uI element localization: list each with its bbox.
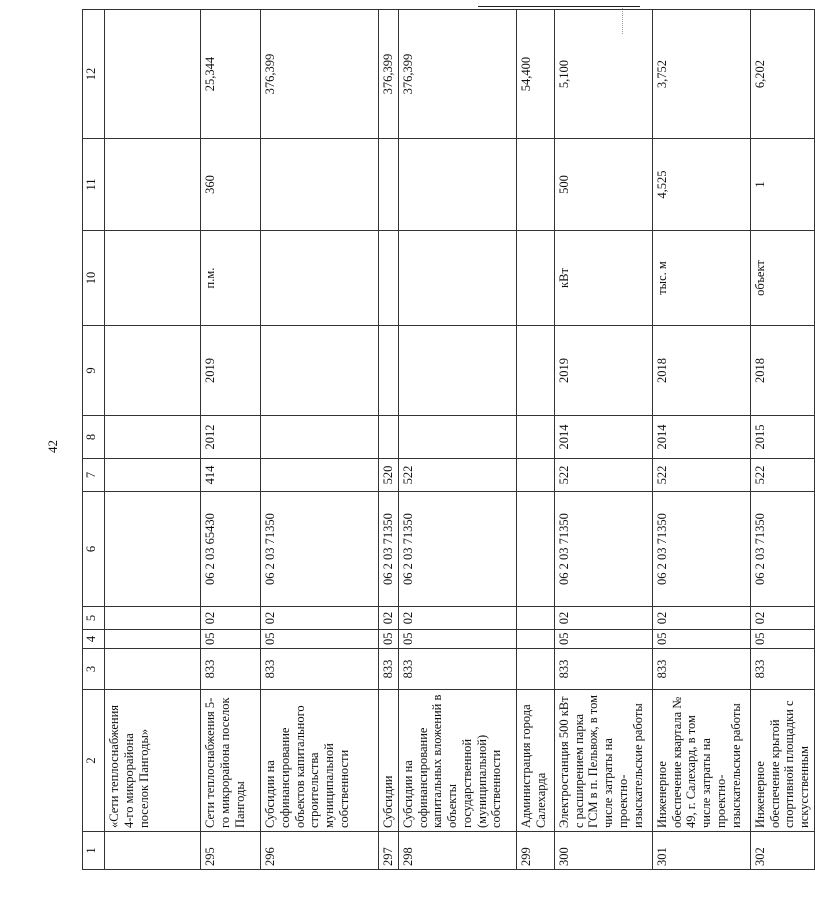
cell-start-year [516, 416, 554, 459]
cell-section: 05 [750, 630, 814, 649]
cell-unit [398, 231, 516, 326]
cell-expense-type: 522 [554, 459, 652, 492]
col-header: 11 [83, 139, 105, 231]
cell-capacity: 1 [750, 139, 814, 231]
cell-subsection: 02 [750, 607, 814, 630]
cell-code: 833 [379, 649, 399, 690]
cell-unit: тыс. м [652, 231, 750, 326]
cell-code [105, 649, 201, 690]
cell-start-year [398, 416, 516, 459]
cell-section: 05 [398, 630, 516, 649]
cell-capacity [379, 139, 399, 231]
cell-subsection: 02 [261, 607, 379, 630]
cell-target-article: 06 2 03 65430 [201, 492, 261, 607]
table-row [554, 10, 652, 870]
cell-end-year: 2019 [554, 326, 652, 416]
col-header: 6 [83, 492, 105, 607]
cell-start-year [379, 416, 399, 459]
row-number: 297 [379, 832, 399, 870]
cell-amount: 376,399 [379, 10, 399, 139]
cell-subsection [516, 607, 554, 630]
cell-section: 05 [379, 630, 399, 649]
item-name: «Сети теплоснабжения 4-го микрорайона поселок Пангоды» [105, 690, 201, 832]
cell-section: 05 [201, 630, 261, 649]
cell-amount: 376,399 [261, 10, 379, 139]
cell-end-year [105, 326, 201, 416]
table-row [516, 10, 554, 870]
cell-expense-type [261, 459, 379, 492]
cell-target-article: 06 2 03 71350 [379, 492, 399, 607]
row-number: 302 [750, 832, 814, 870]
table-row [750, 10, 814, 870]
cell-subsection [105, 607, 201, 630]
cell-amount: 3,752 [652, 10, 750, 139]
cell-amount: 5,100 [554, 10, 652, 139]
col-header: 10 [83, 231, 105, 326]
cell-start-year [261, 416, 379, 459]
header-row [83, 10, 105, 870]
cell-expense-type: 522 [652, 459, 750, 492]
table-row [398, 10, 516, 870]
page-number: 42 [45, 440, 60, 453]
row-number: 296 [261, 832, 379, 870]
cell-unit [105, 231, 201, 326]
cell-target-article: 06 2 03 71350 [554, 492, 652, 607]
col-header: 1 [83, 832, 105, 870]
row-number [105, 832, 201, 870]
cell-unit: объект [750, 231, 814, 326]
table-row [105, 10, 201, 870]
cell-subsection: 02 [201, 607, 261, 630]
col-header: 4 [83, 630, 105, 649]
item-name: Инженерное обеспечение квартала № 49, г. Салехард, в том числе затраты на проектно-изыскательские работы [652, 690, 750, 832]
col-header: 2 [83, 690, 105, 832]
cell-section: 05 [554, 630, 652, 649]
col-header: 9 [83, 326, 105, 416]
cell-section: 05 [652, 630, 750, 649]
cell-capacity: 500 [554, 139, 652, 231]
cell-section [516, 630, 554, 649]
cell-expense-type: 522 [750, 459, 814, 492]
cell-target-article [516, 492, 554, 607]
row-number: 300 [554, 832, 652, 870]
cell-code: 833 [652, 649, 750, 690]
cell-end-year: 2018 [750, 326, 814, 416]
cell-end-year [379, 326, 399, 416]
cell-amount: 25,344 [201, 10, 261, 139]
cell-subsection: 02 [554, 607, 652, 630]
table-row [261, 10, 379, 870]
cell-start-year: 2015 [750, 416, 814, 459]
cell-target-article: 06 2 03 71350 [652, 492, 750, 607]
cell-target-article: 06 2 03 71350 [398, 492, 516, 607]
cell-capacity [261, 139, 379, 231]
table-row [652, 10, 750, 870]
cell-target-article: 06 2 03 71350 [261, 492, 379, 607]
cell-subsection: 02 [652, 607, 750, 630]
item-name: Субсидии [379, 690, 399, 832]
col-header: 8 [83, 416, 105, 459]
cell-end-year [516, 326, 554, 416]
table-row [379, 10, 399, 870]
budget-table [82, 9, 815, 870]
cell-expense-type: 414 [201, 459, 261, 492]
cell-end-year: 2019 [201, 326, 261, 416]
cell-amount [105, 10, 201, 139]
cell-unit: кВт [554, 231, 652, 326]
cell-start-year: 2014 [554, 416, 652, 459]
table-row [201, 10, 261, 870]
rotated-table-container [82, 10, 811, 870]
item-name: Сети теплоснабжения 5-го микрорайона поселок Пангоды [201, 690, 261, 832]
item-name: Субсидии на софинансирование объектов капитального строительства муниципальной собственности [261, 690, 379, 832]
cell-capacity: 4,525 [652, 139, 750, 231]
cell-code: 833 [554, 649, 652, 690]
row-number: 295 [201, 832, 261, 870]
cell-subsection: 02 [398, 607, 516, 630]
top-rule [478, 6, 640, 7]
cell-start-year [105, 416, 201, 459]
cell-unit [379, 231, 399, 326]
cell-capacity [105, 139, 201, 231]
cell-capacity: 360 [201, 139, 261, 231]
col-header: 3 [83, 649, 105, 690]
cell-code: 833 [261, 649, 379, 690]
cell-expense-type: 520 [379, 459, 399, 492]
cell-amount: 54,400 [516, 10, 554, 139]
cell-unit [516, 231, 554, 326]
item-name: Субсидии на софинансирование капитальных вложений в объекты государственной (муниципальной) собственности [398, 690, 516, 832]
row-number: 298 [398, 832, 516, 870]
cell-capacity [398, 139, 516, 231]
row-number: 299 [516, 832, 554, 870]
cell-section: 05 [261, 630, 379, 649]
cell-target-article: 06 2 03 71350 [750, 492, 814, 607]
cell-subsection: 02 [379, 607, 399, 630]
cell-amount: 376,399 [398, 10, 516, 139]
cell-end-year [261, 326, 379, 416]
item-name: Администрация города Салехарда [516, 690, 554, 832]
cell-code [516, 649, 554, 690]
cell-amount: 6,202 [750, 10, 814, 139]
cell-start-year: 2012 [201, 416, 261, 459]
cell-code: 833 [750, 649, 814, 690]
cell-expense-type [105, 459, 201, 492]
row-number: 301 [652, 832, 750, 870]
cell-unit: п.м. [201, 231, 261, 326]
col-header: 7 [83, 459, 105, 492]
cell-unit [261, 231, 379, 326]
cell-target-article [105, 492, 201, 607]
cell-end-year: 2018 [652, 326, 750, 416]
item-name: Инженерное обеспечение крытой спортивной площадки с искусственным [750, 690, 814, 832]
cell-expense-type: 522 [398, 459, 516, 492]
col-header: 12 [83, 10, 105, 139]
cell-code: 833 [201, 649, 261, 690]
col-header: 5 [83, 607, 105, 630]
cell-start-year: 2014 [652, 416, 750, 459]
cell-capacity [516, 139, 554, 231]
cell-code: 833 [398, 649, 516, 690]
cell-expense-type [516, 459, 554, 492]
cell-section [105, 630, 201, 649]
cell-end-year [398, 326, 516, 416]
item-name: Электростанция 500 кВт с расширением парка ГСМ в п. Пельвож, в том числе затраты на проектно-изыскательские работы [554, 690, 652, 832]
